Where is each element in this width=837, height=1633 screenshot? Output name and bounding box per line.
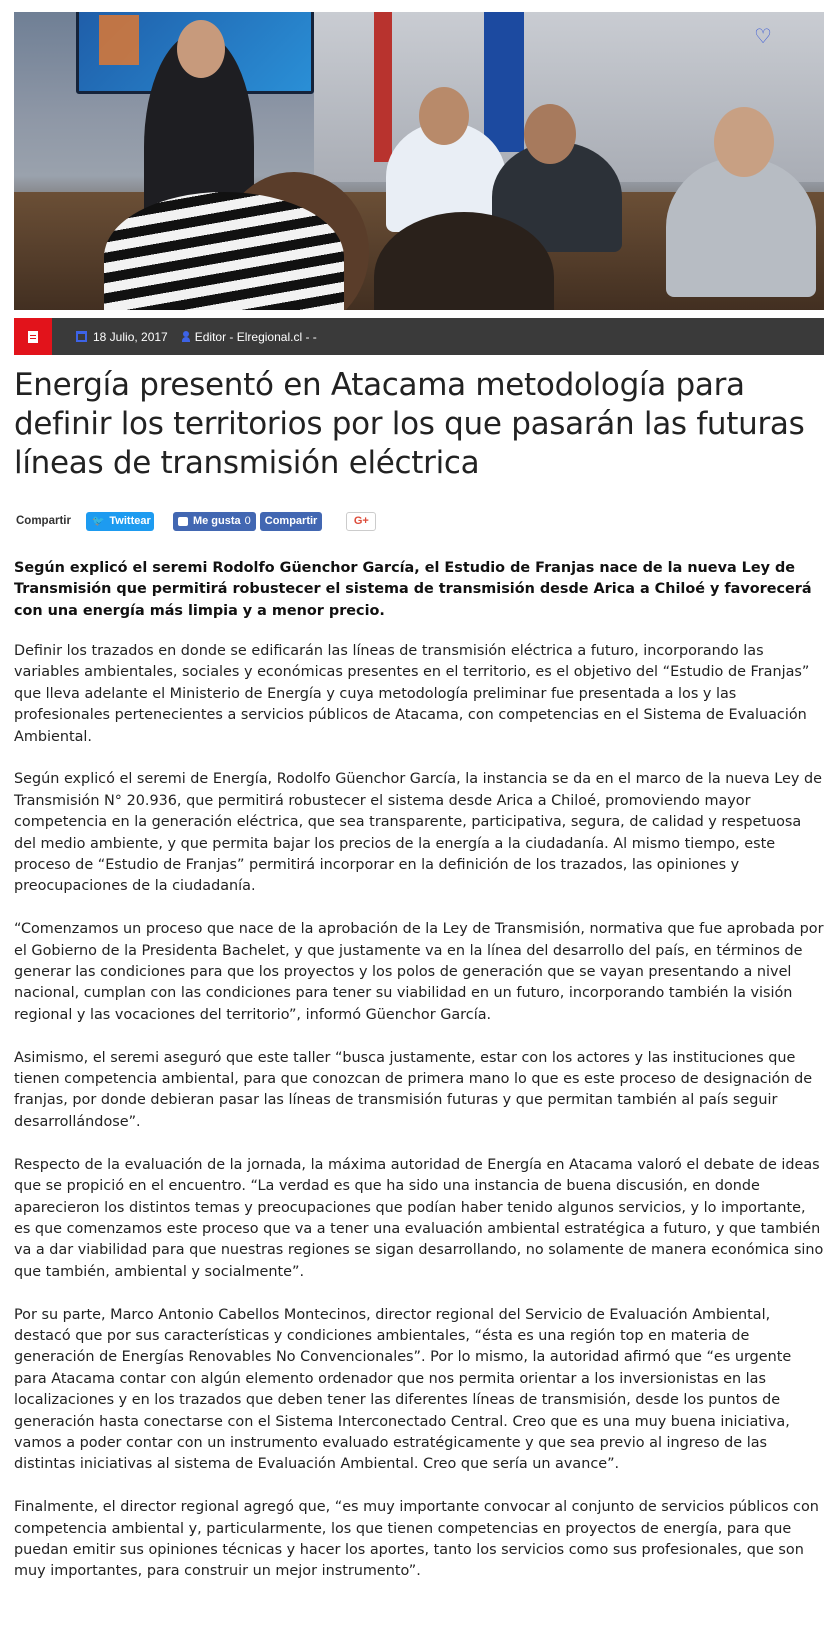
twitter-share-button[interactable] [86,512,154,531]
google-plus-button[interactable] [346,512,376,531]
photo-person [104,192,344,310]
post-author[interactable] [168,330,317,344]
facebook-share-label: Compartir [264,515,318,527]
post-format-badge [14,318,52,355]
post-date-text: 18 Julio, 2017 [93,329,168,344]
facebook-like-button[interactable] [173,512,256,531]
google-plus-label: G+ [353,515,369,527]
article-paragraph: Respecto de la evaluación de la jornada, la máxima autoridad de Energía en Atacama valoró el debate de ideas que se propició en el encuentro. “La verdad es que ha sido una instancia de buena discusión, en donde aparecieron los distintos temas y preocupaciones que podían haber tenido algunos servicios, y lo importante, es que comenzamos este proceso que va a tener una evaluación ambiental estratégica a futuro, y que también va a dar viabilidad para que nuestras regiones se sigan desarrollando, no solamente de manera económica sino que también, ambiental y socialmente”. [14,1156,824,1280]
post-date [52,330,168,344]
article-paragraph: Definir los trazados en donde se edificarán las líneas de transmisión eléctrica a futuro, incorporando las variables ambientales, sociales y económicas presentes en el territorio, es el objetivo del “Estudio de Franjas” que lleva adelante el Ministerio de Energía y cuya metodología preliminar fue presentada a los y las profesionales pertenecientes a servicios públicos de Atacama, con competencias en el Sistema de Evaluación Ambiental. [14,643,810,745]
article-photo [14,12,824,310]
article-meta-bar [14,318,824,355]
photo-wall-panel [374,12,392,162]
document-icon [28,331,38,343]
share-label: Compartir [16,515,71,527]
share-bar [16,510,376,532]
article-paragraph: Finalmente, el director regional agregó que, “es muy importante convocar al conjunto de servicios públicos con competencia ambiental y, particularmente, los que tienen competencias en proyectos de energía, para que puedan emitir sus opiniones técnicas y hacer los aportes, tanto los servicios como sus profesionales, que son muy importantes, para construir un mejor instrumento”. [14,1499,819,1580]
calendar-icon [76,331,87,342]
photo-person-head [419,87,469,145]
article-title: Energía presentó en Atacama metodología para definir los territorios por los que pasarán las futuras líneas de transmisión eléctrica [14,367,805,481]
user-icon [182,331,190,342]
photo-person [666,157,816,297]
post-author-text[interactable]: Editor - Elregional.cl - - [194,329,317,344]
article-lead: Según explicó el seremi Rodolfo Güenchor García, el Estudio de Franjas nace de la nueva Ley de Transmisión que permitirá robustecer el sistema de transmisión desde Arica a Chiloé y favorecerá con una energía más limpia y a menor precio. [14,560,812,619]
heart-icon[interactable]: ♡ [754,24,772,48]
facebook-like-label: Me gusta [192,515,241,527]
article-paragraph: “Comenzamos un proceso que nace de la aprobación de la Ley de Transmisión, normativa que fue aprobada por el Gobierno de la Presidenta Bachelet, y que justamente va en la línea del desarrollo del país, en términos de generar las condiciones para que los proyectos y los polos de generación que se vayan presentando a nivel nacional, cumplan con las condiciones para tener su viabilidad en un futuro, incorporando también la visión regional y las vocaciones del territorio”, informó Güenchor García. [14,921,824,1023]
photo-person-head [714,107,774,177]
photo-wall-panel [484,12,524,152]
article-body [14,641,824,1604]
thumbs-up-icon [178,517,188,526]
photo-person-head [177,20,225,78]
facebook-share-button[interactable] [260,512,323,531]
article-paragraph: Según explicó el seremi de Energía, Rodolfo Güenchor García, la instancia se da en el marco de la nueva Ley de Transmisión N° 20.936, que permitirá robustecer el sistema desde Arica a Chiloé, promoviendo mayor competencia en la generación eléctrica, que sea transparente, participativa, segura, de calidad y respetuosa del medio ambiente, y que permita bajar los precios de la energía a la ciudadanía. Al mismo tiempo, este proceso de “Estudio de Franjas” permitirá incorporar en la definición de los trazados, las opiniones y preocupaciones de la ciudadanía. [14,771,822,895]
article-paragraph: Por su parte, Marco Antonio Cabellos Montecinos, director regional del Servicio de Evaluación Ambiental, destacó que por sus características y condiciones ambientales, “ésta es una región top en materia de generación de Energías Renovables No Convencionales”. Por lo mismo, la autoridad afirmó que “es urgente para Atacama contar con algún elemento ordenador que nos permita orientar a los inversionistas en las localizaciones y en los trazados que deben tener las diferentes líneas de transmisión, desde los puntos de generación hasta conectarse con el Sistema Interconectado Central. Creo que es una muy buena iniciativa, vamos a poder contar con un instrumento evaluado estratégicamente y que sea previo al ingreso de las distintas iniciativas al sistema de Evaluación Ambiental. Creo que sería un avance”. [14,1306,792,1473]
facebook-like-count: 0 [244,515,251,527]
article-paragraph: Asimismo, el seremi aseguró que este taller “busca justamente, estar con los actores y las instituciones que tienen competencia ambiental, para que conozcan de primera mano lo que es este proceso de designación de franjas, por donde debieran pasar las líneas de transmisión futuras y que permitan también al país seguir desarrollándose”. [14,1049,813,1130]
twitter-share-label: Twittear [109,515,151,527]
photo-person-head [524,104,576,164]
twitter-bird-icon: 🐦 [91,515,105,527]
